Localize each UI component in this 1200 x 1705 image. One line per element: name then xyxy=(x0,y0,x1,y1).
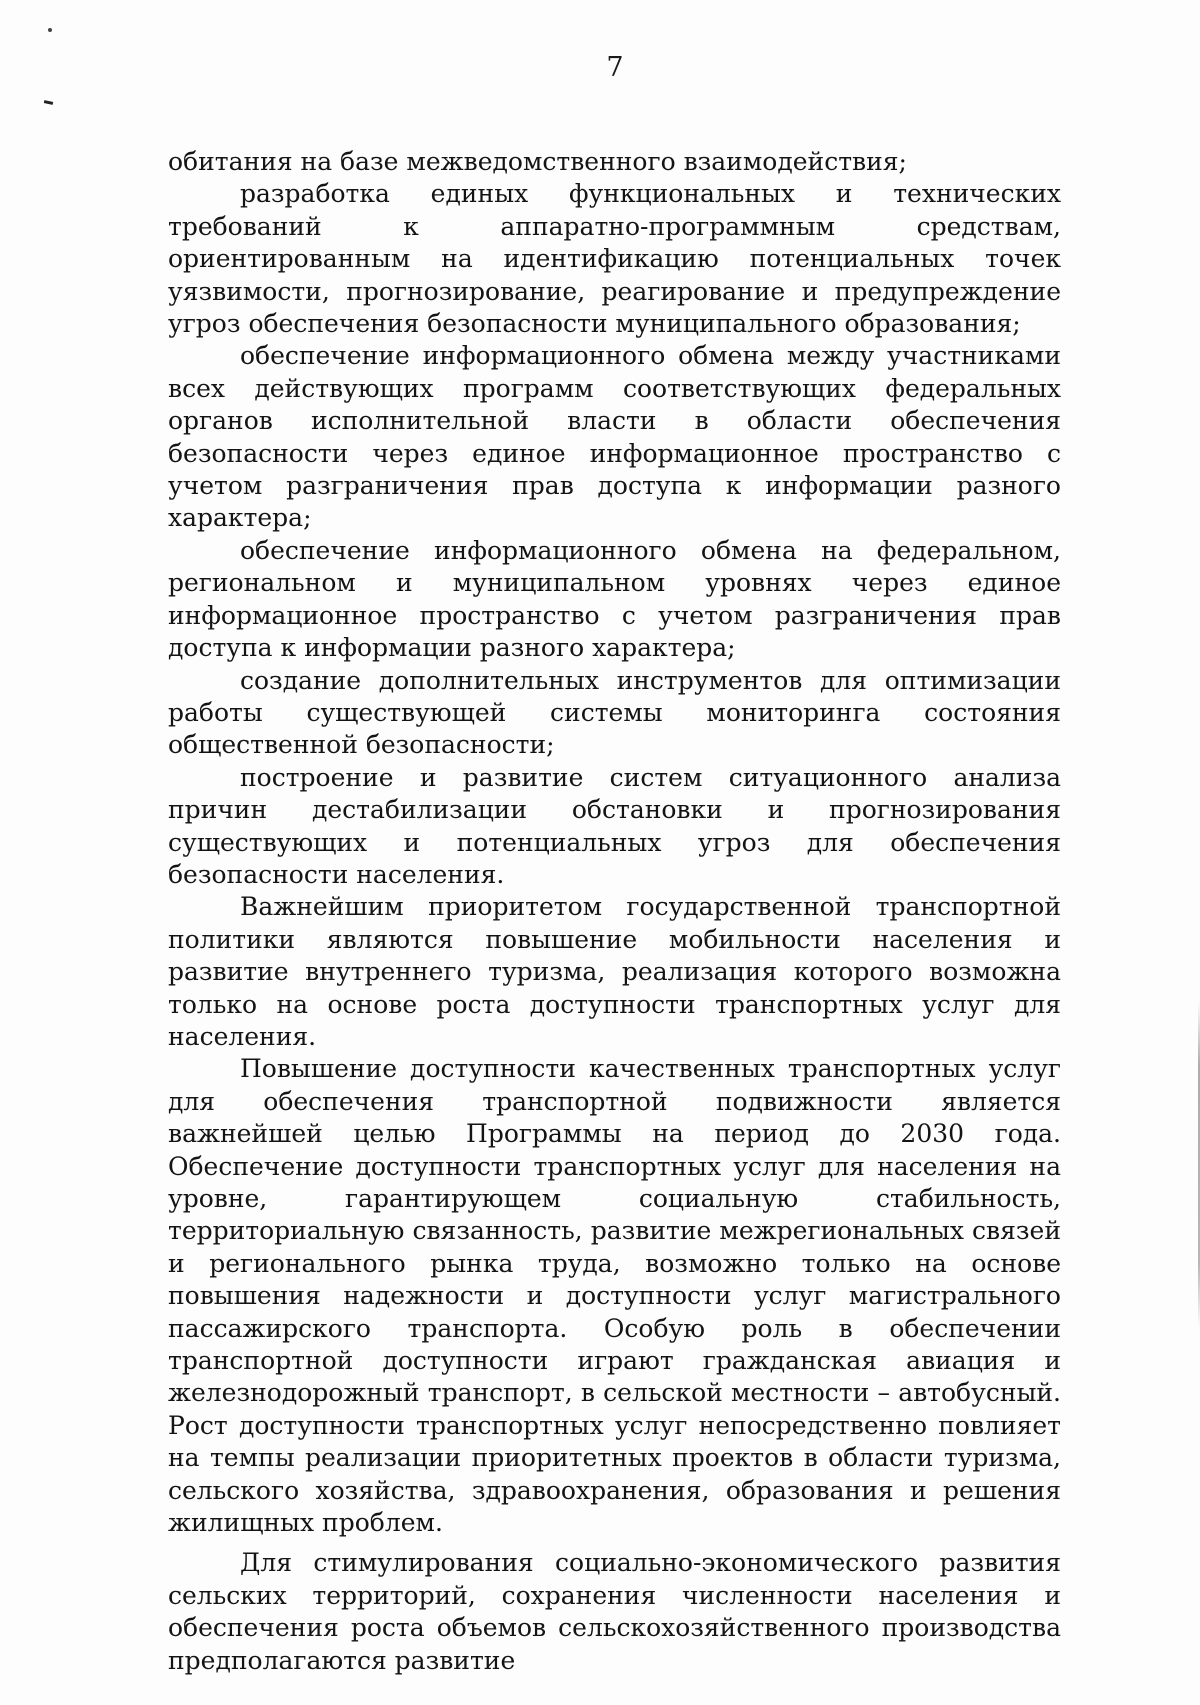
list-item-paragraph: построение и развитие систем ситуационного анализа причин дестабилизации обстановки и прогнозирования существующих и потенциальных угроз для обеспечения безопасности населения. xyxy=(168,762,1061,889)
list-item-paragraph: создание дополнительных инструментов для оптимизации работы существующей системы мониторинга состояния общественной безопасности; xyxy=(168,665,1061,760)
list-item-paragraph: обеспечение информационного обмена на федеральном, региональном и муниципальном уровнях через единое информационное пространство с учетом разграничения прав доступа к информации разного характера; xyxy=(168,535,1061,663)
paragraph-continuation: обитания на базе межведомственного взаимодействия; xyxy=(168,147,907,176)
page-number: 7 xyxy=(606,52,624,83)
list-item-paragraph: разработка единых функциональных и технических требований к аппаратно-программным средствам, ориентированным на идентификацию потенциальных точек уязвимости, прогнозирование, реагирование и предупреждение угроз обеспечения безопасности муниципального образования; xyxy=(168,179,1061,339)
body-paragraph: Для стимулирования социально-экономического развития сельских территорий, сохранения численности населения и обеспечения роста объемов сельскохозяйственного производства предполагаются развитие xyxy=(168,1548,1061,1675)
list-item-paragraph: обеспечение информационного обмена между участниками всех действующих программ соответствующих федеральных органов исполнительной власти в области обеспечения безопасности через единое информационное пространство с учетом разграничения прав доступа к информации разного характера; xyxy=(168,341,1061,533)
body-paragraph: Важнейшим приоритетом государственной транспортной политики являются повышение мобильности населения и развитие внутреннего туризма, реализация которого возможна только на основе роста доступности транспортных услуг для населения. xyxy=(168,892,1061,1051)
scan-artifact-dot xyxy=(48,28,52,32)
scan-artifact-dash xyxy=(44,100,53,105)
body-paragraph: Повышение доступности качественных транспортных услуг для обеспечения транспортной подвижности является важнейшей целью Программы на период до 2030 года. Обеспечение доступности транспортных услуг для населения на уровне, гарантирующем социальную стабильность, территориальную связанность, развитие межрегиональных связей и регионального рынка труда, возможно только на основе повышения надежности и доступности услуг магистрального пассажирского транспорта. Особую роль в обеспечении транспортной доступности играют гражданская авиация и железнодорожный транспорт, в сельской местности – автобусный. Рост доступности транспортных услуг непосредственно повлияет на темпы реализации приоритетных проектов в области туризма, сельского хозяйства, здравоохранения, образования и решения жилищных проблем. xyxy=(168,1054,1061,1538)
document-body xyxy=(168,146,1061,1677)
